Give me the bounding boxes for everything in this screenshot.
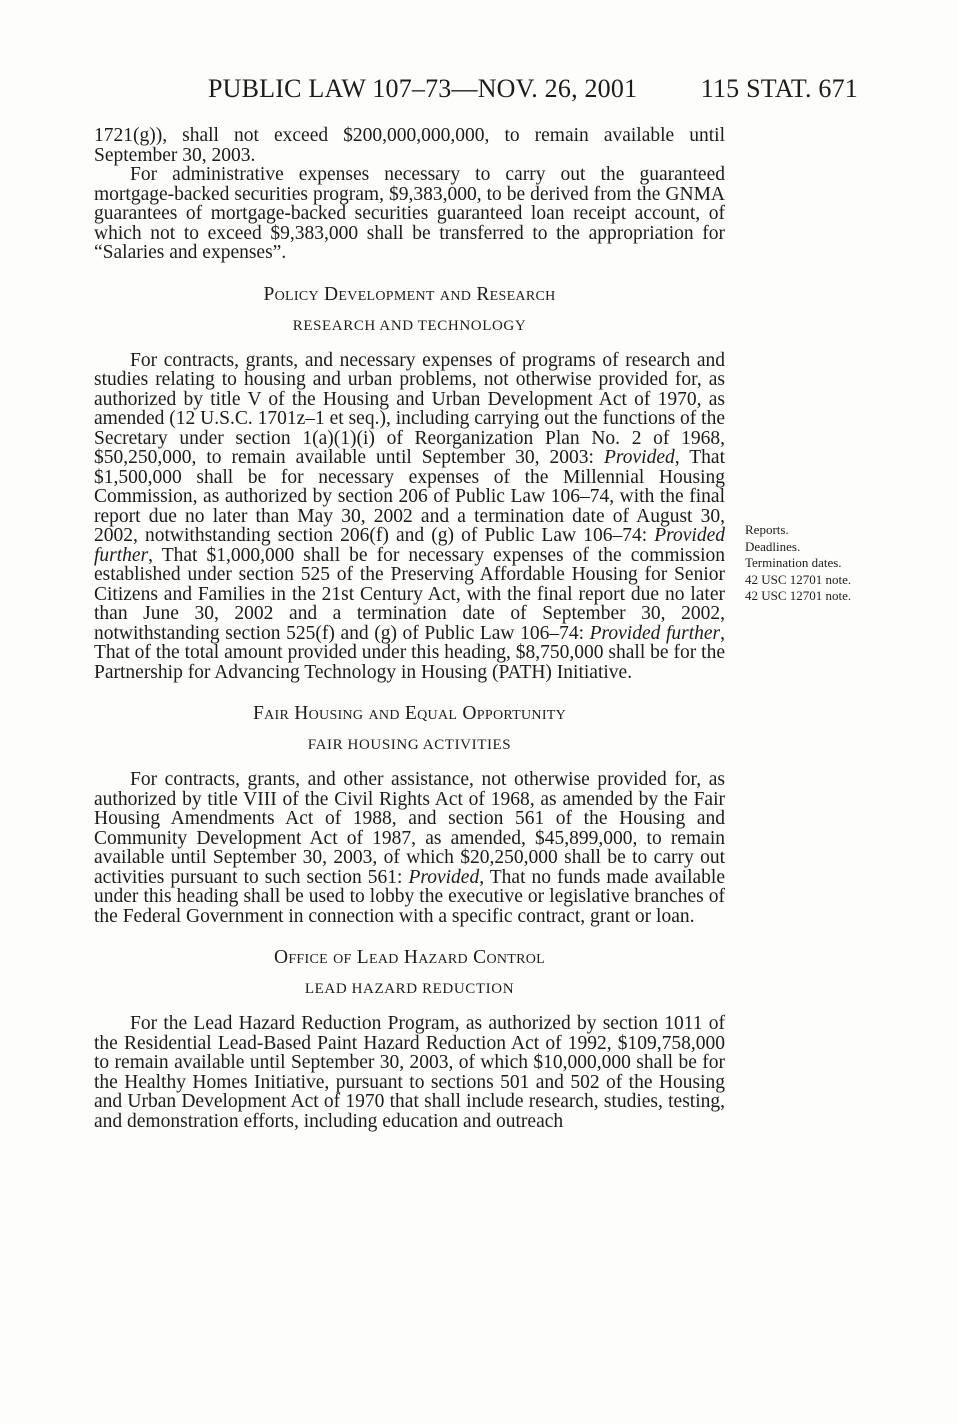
paragraph-text: , That of the total amount provided under this heading, $8,750,000 shall be for the Partnership for Advancing Technology in Housing (PATH) Initiative. xyxy=(94,622,726,683)
body-text-column xyxy=(94,126,725,1131)
margin-notes xyxy=(745,522,865,605)
paragraph-text: For contracts, grants, and necessary expenses of programs of research and studies relating to housing and urban problems, not otherwise provided for, as authorized by title V of the Housing and Urban Development Act of 1970, as amended (12 U.S.C. 1701z–1 et seq.), including carrying out the functions of the Secretary under section 1(a)(1)(i) of Reorganization Plan No. 2 of 1968, $50,250,000, to remain available until September 30, 2003: xyxy=(94,349,725,468)
margin-note-usc-citation: 42 USC 12701 note. xyxy=(745,571,852,587)
paragraph-text: For contracts, grants, and other assistance, not otherwise provided for, as authorized by title VIII of the Civil Rights Act of 1968, as amended by the Fair Housing Amendments Act of 1988, and section 561 of the Housing and Community Development Act of 1987, as amended, $45,899,000, to remain available until September 30, 2003, of which $20,250,000 shall be to carry out activities pursuant to such section 561: xyxy=(94,769,725,888)
paragraph-text: , That $1,500,000 shall be for necessary expenses of the Millennial Housing Commission, as authorized by section 206 of Public Law 106–74, with the final report due no later than May 30, 2002 and a termination date of August 30, 2002, notwithstanding section 206(f) and (g) of Public Law 106–74: xyxy=(94,447,725,546)
subheading-lead-hazard-reduction: LEAD HAZARD REDUCTION xyxy=(304,981,515,997)
paragraph-text: , That $1,000,000 shall be for necessary expenses of the commission established under section 525 of the Preserving Affordable Housing for Senior Citizens and Families in the 21st Century Act, with the final report due no later than June 30, 2002 and a termination date of September 30, 2002, notwithstanding section 525(f) and (g) of Public Law 106–74: xyxy=(94,544,725,644)
proviso-italic: Provided xyxy=(408,866,480,888)
subheading-research-technology: RESEARCH AND TECHNOLOGY xyxy=(292,317,527,334)
proviso-italic: Provided further xyxy=(94,525,725,566)
subheading-fair-housing-activities: FAIR HOUSING ACTIVITIES xyxy=(307,737,512,753)
paragraph-administrative-expenses: For administrative expenses necessary to carry out the guaranteed mortgage-backed securities program, $9,383,000, to be derived from the GNMA guarantees of mortgage-backed securities guaranteed loan receipt account, of which not to exceed $9,383,000 shall be transferred to the appropriation for “Salaries and expenses”. xyxy=(94,164,725,263)
paragraph-fair-housing xyxy=(94,770,725,926)
paragraph-text: , That no funds made available under this heading shall be used to lobby the executive or legislative branches of the Federal Government in connection with a specific contract, grant or loan. xyxy=(94,866,725,927)
paragraph-lead-hazard-reduction: For the Lead Hazard Reduction Program, as authorized by section 1011 of the Residential Lead-Based Paint Hazard Reduction Act of 1992, $109,758,000 to remain available until September 30, 2003, of which $10,000,000 shall be for the Healthy Homes Initiative, pursuant to sections 501 and 502 of the Housing and Urban Development Act of 1970 that shall include research, studies, testing, and demonstration efforts, including education and outreach xyxy=(94,1013,725,1132)
margin-note-usc-citation: 42 USC 12701 note. xyxy=(745,588,852,603)
margin-note-reports: Reports. xyxy=(745,522,789,537)
page-header xyxy=(96,74,858,108)
section-heading-policy-development: Policy Development and Research xyxy=(263,283,556,305)
header-stat-citation: 115 STAT. 671 xyxy=(700,74,858,103)
section-heading-fair-housing: Fair Housing and Equal Opportunity xyxy=(252,703,567,724)
margin-note-deadlines: Deadlines. xyxy=(745,538,801,554)
section-heading-lead-hazard-control: Office of Lead Hazard Control xyxy=(273,947,546,968)
proviso-italic: Provided further xyxy=(589,622,721,644)
header-title: PUBLIC LAW 107–73—NOV. 26, 2001 xyxy=(208,74,638,103)
paragraph-research-technology xyxy=(94,351,725,683)
paragraph-continuation: 1721(g)), shall not exceed $200,000,000,000, to remain available until September 30, 2003. xyxy=(94,125,725,166)
proviso-italic: Provided xyxy=(603,447,675,468)
margin-note-termination-dates: Termination dates. xyxy=(745,555,842,570)
